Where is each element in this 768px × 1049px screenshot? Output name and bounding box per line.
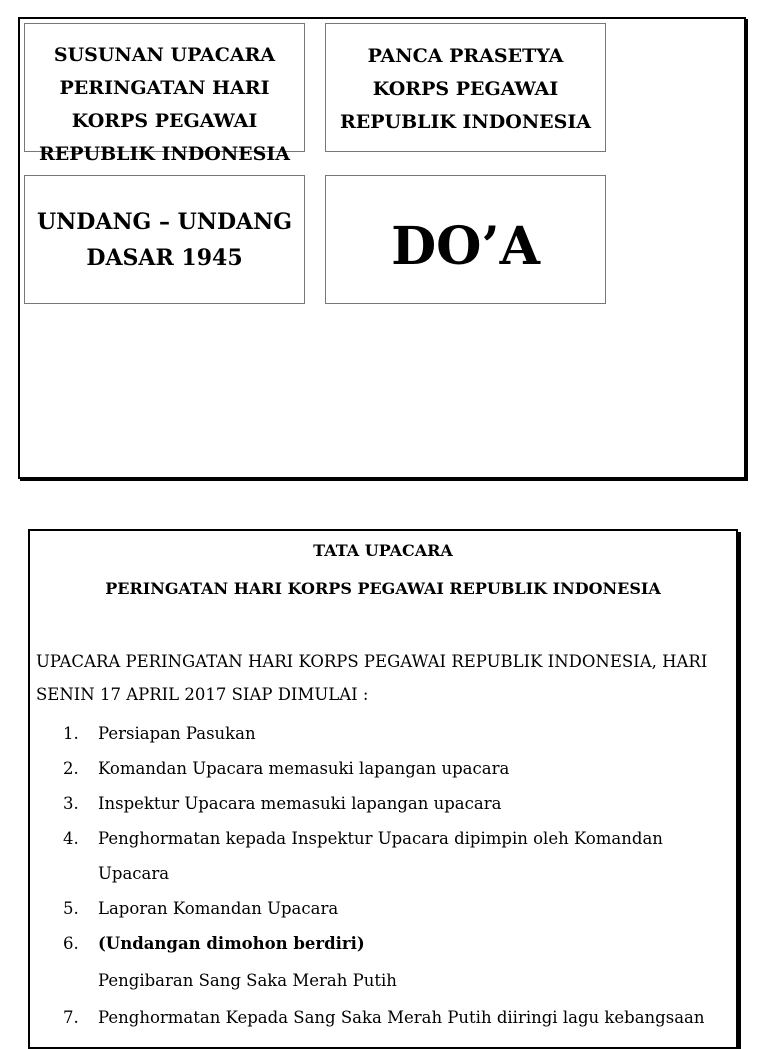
step-number: 4. <box>63 829 79 848</box>
step-text: Penghormatan Kepada Sang Saka Merah Putih diiringi lagu kebangsaan <box>98 1008 705 1027</box>
card-panca-text <box>340 36 591 139</box>
list-item <box>30 821 736 891</box>
step-text: Persiapan Pasukan <box>98 724 256 743</box>
card-susunan-line: PERINGATAN HARI <box>59 77 270 99</box>
step-number: 7. <box>63 1008 79 1027</box>
card-uud-line: UNDANG – UNDANG <box>37 208 292 235</box>
list-item <box>30 1000 736 1035</box>
list-item <box>30 716 736 751</box>
step-text: Inspektur Upacara memasuki lapangan upacara <box>98 794 502 813</box>
card-panca-prasetya[interactable] <box>325 23 606 152</box>
step-number: 3. <box>63 794 79 813</box>
step-text: (Undangan dimohon berdiri) <box>98 934 365 953</box>
card-susunan-text <box>39 24 290 171</box>
card-uud-text <box>37 204 292 276</box>
card-susunan-line: SUSUNAN UPACARA <box>53 44 276 66</box>
document-subtitle: PERINGATAN HARI KORPS PEGAWAI REPUBLIK INDONESIA <box>105 579 661 598</box>
card-doa[interactable] <box>325 175 606 304</box>
step-text: Laporan Komandan Upacara <box>98 899 339 918</box>
card-susunan-line: KORPS PEGAWAI <box>71 110 258 132</box>
document-title: TATA UPACARA <box>313 541 453 560</box>
card-panca-line: PANCA PRASETYA <box>367 45 564 67</box>
card-doa-text: DO’A <box>391 215 540 277</box>
document-intro: UPACARA PERINGATAN HARI KORPS PEGAWAI REPUBLIK INDONESIA, HARI SENIN 17 APRIL 2017 SIAP DIMULAI : <box>36 652 708 704</box>
step-number: 1. <box>63 724 79 743</box>
ceremony-steps-list <box>30 716 736 1035</box>
card-undang-undang[interactable] <box>24 175 305 304</box>
list-item <box>30 891 736 926</box>
step-number: 2. <box>63 759 79 778</box>
list-item <box>30 786 736 821</box>
step-number: 5. <box>63 899 79 918</box>
card-panca-line: REPUBLIK INDONESIA <box>339 111 592 133</box>
step-text: Komandan Upacara memasuki lapangan upacara <box>98 759 510 778</box>
slide-thumbnails-panel <box>18 17 746 479</box>
step-subtext: Pengibaran Sang Saka Merah Putih <box>98 971 397 990</box>
card-susunan-upacara[interactable] <box>24 23 305 165</box>
card-uud-line: DASAR 1945 <box>86 244 243 271</box>
step-number: 6. <box>63 934 79 953</box>
list-item <box>30 751 736 786</box>
list-item <box>30 926 736 1000</box>
card-susunan-line: REPUBLIK INDONESIA <box>38 143 291 165</box>
document-page <box>28 529 738 1049</box>
step-text: Penghormatan kepada Inspektur Upacara dipimpin oleh Komandan Upacara <box>98 829 663 883</box>
card-panca-line: KORPS PEGAWAI <box>372 78 559 100</box>
